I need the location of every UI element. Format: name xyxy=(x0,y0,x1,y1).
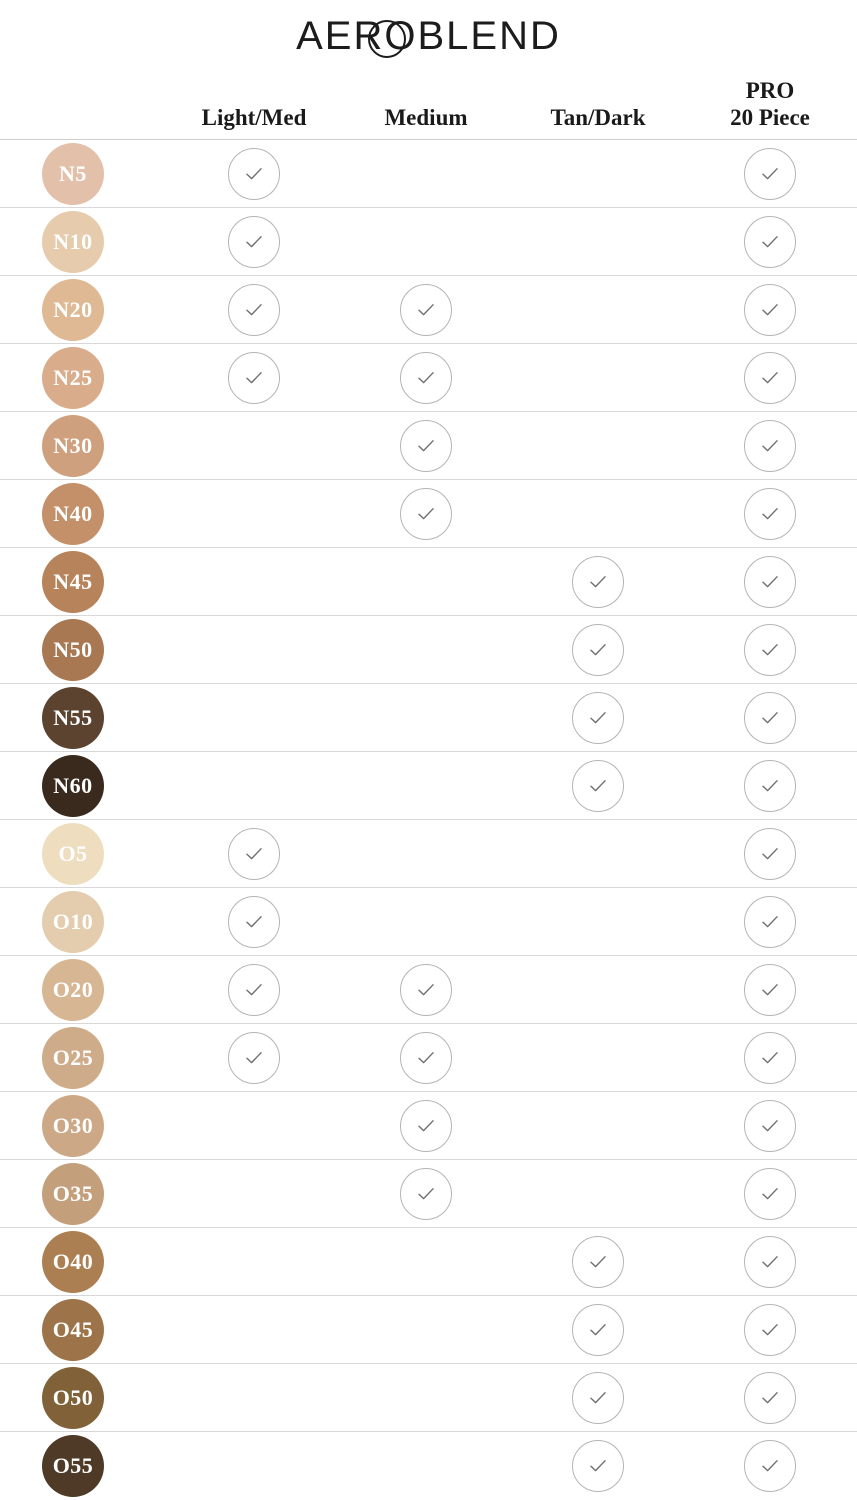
kit-check-cell-medium xyxy=(340,548,512,615)
shade-swatch-cell xyxy=(0,820,168,887)
shade-swatch: O25 xyxy=(42,1027,104,1089)
kit-check-cell-medium xyxy=(340,752,512,819)
shade-swatch: N10 xyxy=(42,211,104,273)
check-icon xyxy=(228,148,280,200)
header-pro-20-piece xyxy=(684,77,856,139)
check-icon xyxy=(400,1032,452,1084)
check-icon xyxy=(400,352,452,404)
shade-swatch: O50 xyxy=(42,1367,104,1429)
kit-check-cell-light-med xyxy=(168,208,340,275)
shade-swatch-cell xyxy=(0,1160,168,1227)
shade-swatch-cell xyxy=(0,616,168,683)
kit-check-cell-medium xyxy=(340,344,512,411)
shade-swatch-cell xyxy=(0,276,168,343)
shade-swatch-cell xyxy=(0,208,168,275)
check-icon xyxy=(228,828,280,880)
kit-check-cell-pro20 xyxy=(684,956,856,1023)
check-icon xyxy=(744,216,796,268)
shade-swatch: N25 xyxy=(42,347,104,409)
check-icon xyxy=(572,556,624,608)
shade-swatch: N40 xyxy=(42,483,104,545)
check-icon xyxy=(400,964,452,1016)
shade-swatch-cell xyxy=(0,140,168,207)
table-row xyxy=(0,1092,857,1160)
table-row xyxy=(0,888,857,956)
kit-check-cell-pro20 xyxy=(684,412,856,479)
check-icon xyxy=(744,352,796,404)
kit-check-cell-tan-dark xyxy=(512,820,684,887)
check-icon xyxy=(744,1236,796,1288)
table-row xyxy=(0,1432,857,1500)
kit-check-cell-light-med xyxy=(168,1092,340,1159)
check-icon xyxy=(228,352,280,404)
shade-swatch: N60 xyxy=(42,755,104,817)
kit-check-cell-light-med xyxy=(168,820,340,887)
shade-swatch-cell xyxy=(0,956,168,1023)
kit-check-cell-medium xyxy=(340,1432,512,1500)
check-icon xyxy=(572,1440,624,1492)
check-icon xyxy=(400,488,452,540)
check-icon xyxy=(744,1304,796,1356)
table-row xyxy=(0,1160,857,1228)
kit-check-cell-pro20 xyxy=(684,480,856,547)
table-row xyxy=(0,548,857,616)
check-icon xyxy=(228,1032,280,1084)
kit-check-cell-medium xyxy=(340,684,512,751)
table-body xyxy=(0,140,857,1500)
kit-check-cell-tan-dark xyxy=(512,548,684,615)
check-icon xyxy=(400,284,452,336)
brand-part-2: RO xyxy=(353,14,418,58)
kit-check-cell-pro20 xyxy=(684,752,856,819)
kit-check-cell-medium xyxy=(340,616,512,683)
kit-check-cell-tan-dark xyxy=(512,140,684,207)
check-icon xyxy=(400,1100,452,1152)
header-tan-dark xyxy=(512,104,684,139)
check-icon xyxy=(228,216,280,268)
kit-check-cell-pro20 xyxy=(684,1024,856,1091)
kit-check-cell-pro20 xyxy=(684,1160,856,1227)
kit-check-cell-tan-dark xyxy=(512,956,684,1023)
kit-check-cell-medium xyxy=(340,956,512,1023)
table-row xyxy=(0,140,857,208)
kit-check-cell-light-med xyxy=(168,1024,340,1091)
header-light-med xyxy=(168,104,340,139)
shade-swatch-cell xyxy=(0,1024,168,1091)
check-icon xyxy=(744,148,796,200)
shade-swatch-cell xyxy=(0,412,168,479)
kit-check-cell-medium xyxy=(340,1092,512,1159)
shade-swatch-cell xyxy=(0,548,168,615)
table-row xyxy=(0,276,857,344)
check-icon xyxy=(572,1236,624,1288)
kit-check-cell-pro20 xyxy=(684,1092,856,1159)
check-icon xyxy=(228,284,280,336)
kit-check-cell-medium xyxy=(340,1364,512,1431)
kit-check-cell-light-med xyxy=(168,1432,340,1500)
kit-check-cell-tan-dark xyxy=(512,888,684,955)
table-row xyxy=(0,752,857,820)
shade-swatch-cell xyxy=(0,1432,168,1500)
check-icon xyxy=(744,1440,796,1492)
kit-check-cell-pro20 xyxy=(684,1228,856,1295)
table-row xyxy=(0,412,857,480)
table-row xyxy=(0,616,857,684)
kit-check-cell-pro20 xyxy=(684,1432,856,1500)
kit-check-cell-tan-dark xyxy=(512,276,684,343)
shade-swatch: O5 xyxy=(42,823,104,885)
kit-check-cell-pro20 xyxy=(684,684,856,751)
table-row xyxy=(0,208,857,276)
kit-check-cell-medium xyxy=(340,140,512,207)
kit-check-cell-tan-dark xyxy=(512,344,684,411)
kit-check-cell-light-med xyxy=(168,752,340,819)
kit-check-cell-light-med xyxy=(168,1160,340,1227)
header-pro-label-line2: 20 Piece xyxy=(730,104,810,130)
check-icon xyxy=(744,1100,796,1152)
shade-swatch-cell xyxy=(0,344,168,411)
kit-check-cell-light-med xyxy=(168,1364,340,1431)
kit-check-cell-medium xyxy=(340,480,512,547)
shade-swatch: O35 xyxy=(42,1163,104,1225)
kit-check-cell-light-med xyxy=(168,1228,340,1295)
shade-swatch-cell xyxy=(0,684,168,751)
shade-swatch: N55 xyxy=(42,687,104,749)
check-icon xyxy=(228,964,280,1016)
kit-check-cell-light-med xyxy=(168,548,340,615)
check-icon xyxy=(572,624,624,676)
kit-check-cell-medium xyxy=(340,276,512,343)
header-medium-label: Medium xyxy=(384,104,468,130)
header-tan-dark-label: Tan/Dark xyxy=(550,104,646,130)
check-icon xyxy=(744,1032,796,1084)
table-row xyxy=(0,480,857,548)
shade-swatch-cell xyxy=(0,480,168,547)
check-icon xyxy=(400,420,452,472)
shade-table xyxy=(0,72,857,1500)
check-icon xyxy=(744,1168,796,1220)
table-row xyxy=(0,1228,857,1296)
kit-check-cell-tan-dark xyxy=(512,1092,684,1159)
kit-check-cell-pro20 xyxy=(684,1296,856,1363)
shade-swatch: O20 xyxy=(42,959,104,1021)
shade-swatch: O30 xyxy=(42,1095,104,1157)
brand-logo xyxy=(0,14,857,70)
shade-swatch: N20 xyxy=(42,279,104,341)
header-medium xyxy=(340,104,512,139)
brand-part-1: AE xyxy=(296,14,354,58)
shade-swatch: N50 xyxy=(42,619,104,681)
kit-check-cell-medium xyxy=(340,1160,512,1227)
check-icon xyxy=(744,488,796,540)
kit-check-cell-tan-dark xyxy=(512,616,684,683)
kit-check-cell-pro20 xyxy=(684,616,856,683)
check-icon xyxy=(744,420,796,472)
kit-check-cell-medium xyxy=(340,1228,512,1295)
check-icon xyxy=(744,828,796,880)
kit-check-cell-light-med xyxy=(168,344,340,411)
kit-check-cell-tan-dark xyxy=(512,752,684,819)
kit-check-cell-tan-dark xyxy=(512,1296,684,1363)
kit-check-cell-tan-dark xyxy=(512,1432,684,1500)
brand-part-3: BLEND xyxy=(417,14,561,58)
shade-swatch-cell xyxy=(0,1092,168,1159)
kit-check-cell-pro20 xyxy=(684,208,856,275)
kit-check-cell-light-med xyxy=(168,412,340,479)
shade-swatch: O40 xyxy=(42,1231,104,1293)
table-row xyxy=(0,1024,857,1092)
shade-swatch-cell xyxy=(0,1228,168,1295)
kit-check-cell-pro20 xyxy=(684,888,856,955)
kit-check-cell-pro20 xyxy=(684,140,856,207)
check-icon xyxy=(744,624,796,676)
shade-swatch: N5 xyxy=(42,143,104,205)
kit-check-cell-tan-dark xyxy=(512,412,684,479)
check-icon xyxy=(400,1168,452,1220)
kit-check-cell-pro20 xyxy=(684,1364,856,1431)
kit-check-cell-pro20 xyxy=(684,548,856,615)
check-icon xyxy=(572,1304,624,1356)
kit-check-cell-light-med xyxy=(168,140,340,207)
kit-check-cell-tan-dark xyxy=(512,1024,684,1091)
check-icon xyxy=(744,284,796,336)
check-icon xyxy=(744,964,796,1016)
kit-check-cell-light-med xyxy=(168,956,340,1023)
kit-check-cell-light-med xyxy=(168,684,340,751)
brand-part-2-ring-group xyxy=(353,14,417,59)
table-row xyxy=(0,956,857,1024)
table-row xyxy=(0,1364,857,1432)
shade-swatch: O45 xyxy=(42,1299,104,1361)
kit-check-cell-pro20 xyxy=(684,820,856,887)
check-icon xyxy=(744,692,796,744)
table-row xyxy=(0,684,857,752)
kit-check-cell-medium xyxy=(340,208,512,275)
kit-check-cell-tan-dark xyxy=(512,1160,684,1227)
table-header-row xyxy=(0,72,857,140)
table-row xyxy=(0,820,857,888)
check-icon xyxy=(744,760,796,812)
check-icon xyxy=(744,556,796,608)
check-icon xyxy=(228,896,280,948)
kit-check-cell-tan-dark xyxy=(512,208,684,275)
table-row xyxy=(0,1296,857,1364)
kit-check-cell-medium xyxy=(340,888,512,955)
shade-swatch: N45 xyxy=(42,551,104,613)
kit-check-cell-tan-dark xyxy=(512,1364,684,1431)
kit-check-cell-medium xyxy=(340,412,512,479)
kit-check-cell-pro20 xyxy=(684,276,856,343)
kit-check-cell-light-med xyxy=(168,616,340,683)
header-pro-label-line1: PRO xyxy=(745,77,795,103)
shade-swatch: N30 xyxy=(42,415,104,477)
check-icon xyxy=(572,1372,624,1424)
kit-check-cell-light-med xyxy=(168,888,340,955)
kit-check-cell-light-med xyxy=(168,1296,340,1363)
check-icon xyxy=(744,896,796,948)
table-row xyxy=(0,344,857,412)
kit-check-cell-pro20 xyxy=(684,344,856,411)
check-icon xyxy=(572,760,624,812)
check-icon xyxy=(744,1372,796,1424)
shade-swatch: O55 xyxy=(42,1435,104,1497)
shade-swatch: O10 xyxy=(42,891,104,953)
kit-check-cell-medium xyxy=(340,1296,512,1363)
shade-swatch-cell xyxy=(0,1296,168,1363)
shade-swatch-cell xyxy=(0,1364,168,1431)
check-icon xyxy=(572,692,624,744)
kit-check-cell-medium xyxy=(340,820,512,887)
brand-wordmark xyxy=(296,14,561,59)
kit-check-cell-tan-dark xyxy=(512,1228,684,1295)
kit-check-cell-light-med xyxy=(168,480,340,547)
kit-check-cell-light-med xyxy=(168,276,340,343)
kit-check-cell-tan-dark xyxy=(512,684,684,751)
shade-swatch-cell xyxy=(0,888,168,955)
kit-check-cell-medium xyxy=(340,1024,512,1091)
kit-check-cell-tan-dark xyxy=(512,480,684,547)
shade-swatch-cell xyxy=(0,752,168,819)
header-light-med-label: Light/Med xyxy=(201,104,307,130)
